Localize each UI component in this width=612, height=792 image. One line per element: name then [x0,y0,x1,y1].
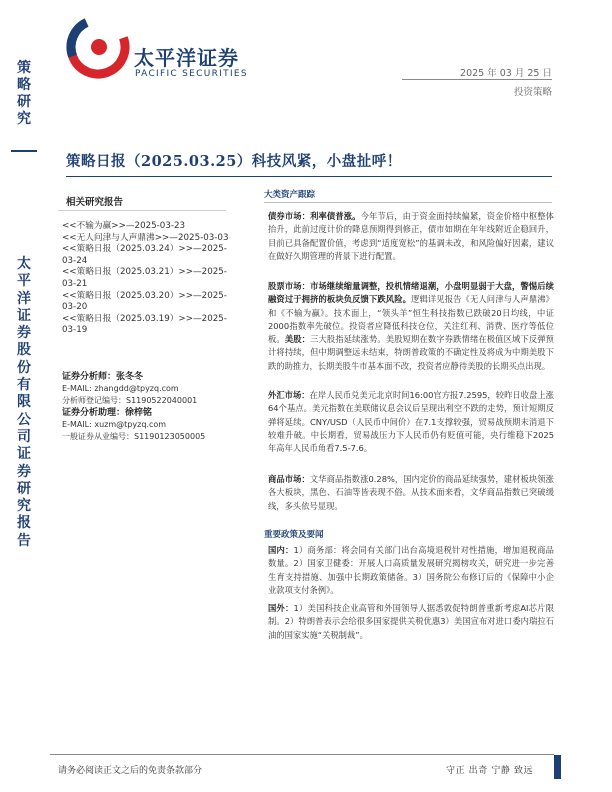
bond-label: 债券市场： [268,211,311,221]
related-report-item[interactable]: <<无人问津与人声鼎沸>>—2025-03-03 [62,232,229,243]
commodity-market-paragraph [268,473,554,513]
foreign-body: 1）美国科技企业高管和外国领导人据悉敦促特朗普重新考虑AI芯片限制。2）特朗普表示会给很多国家提供关税优惠3）美国宣布对进口委内瑞拉石油的国家实施“关税制裁”。 [268,603,554,640]
vertical-band-strategy: 策略研究 [17,60,31,127]
bond-body: 今年节后，由于资金面持续偏紧，资金价格中枢整体抬升，此前过度计价的降息预期得到修正，债市如期在年年线附近企稳回升，目前已具备配置价值，考虑到“适度宽松”的基调未改，和风险偏好因素，建议在做好久期管理的背景下进行配置。 [268,211,554,261]
domestic-news-paragraph [268,544,554,597]
related-heading-divider [58,210,226,211]
logo-english-name: PACIFIC SECURITIES [135,69,248,79]
report-date: 2025 年 03 月 25 日 [460,68,552,79]
section-tag-asset-tracking: 大类资产跟踪 [264,190,316,200]
assistant-email[interactable]: E-MAIL: xuzm@tpyzq.com [62,420,167,429]
fx-market-paragraph [268,389,554,455]
stock-body: 逻辑详见报告《无人问津与人声鼎沸》和《不输为赢》。技术面上，“领头羊”恒生科技指数已跌破20日均线，中证2000指数率先破位。投资者应降低科技仓位，关注红利、消费、医疗等低位板。 [268,294,554,345]
related-report-item[interactable]: <<策略日报（2025.03.20）>>—2025-03-20 [62,290,227,313]
vertical-band-divider [11,150,37,152]
domestic-body: 1）商务部：将会同有关部门出台高境退税针对性措施，增加退税商品数量。2）国家卫健委：开展人口高质量发展研究揭榜攻关，研究进一步完善生育支持措施、加强中长期政策储备。3）国务院公布修订后的《保障中小企业款项支付条例》。 [268,545,554,595]
related-report-item[interactable]: <<策略日报（2025.03.24）>>—2025-03-24 [62,244,227,266]
section-tag-policy-news: 重要政策及要闻 [264,530,324,540]
logo-chinese-name: 太平洋证券 [134,46,239,70]
analyst-role: 证券分析师： [62,372,117,382]
stock-market-paragraph [268,280,554,373]
assistant-role: 证券分析助理： [62,408,126,418]
related-report-item[interactable]: <<策略日报（2025.03.19）>>—2025-03-19 [62,313,227,336]
assistant-name: 徐梓铭 [125,408,153,418]
related-reports-list [62,221,232,337]
commodity-body: 文华商品指数涨0.28%，国内定价的商品延续强势，建材板块领涨各大板块，黑色、石油等皆表现不俗。从技术面来看，文华商品指数已突破缓线，多头依号显现。 [268,474,554,511]
stock-label: 股票市场： [268,281,311,291]
vertical-band-company: 太平洋证券股份有限公司证券研究报告 [17,256,31,549]
us-stock-body: 三大股指延续涨势。美股短期在数字券跌情绪在极值区域下反弹预计将持续，但中期调整远未结束，特朗普政策的不确定性及将成为中期美股下跌的助推力，长期美股牛市基本面不改，投资者应静待美股的长期买点出现。 [268,334,554,371]
assistant-cert: 一般证券从业编号：S1190123050005 [62,432,206,441]
us-stock-label: 美股： [284,334,311,345]
report-title: 策略日报（2025.03.25）科技风紧，小盘扯呼！ [66,153,402,170]
related-report-item[interactable]: <<策略日报（2025.03.21）>>—2025-03-21 [62,267,227,289]
bond-headline: 利率债普涨。 [310,211,361,221]
domestic-label: 国内： [268,545,294,555]
footer-accent-bar [554,755,561,779]
bond-market-paragraph [268,210,554,263]
related-report-item[interactable]: <<不输为赢>>—2025-03-23 [62,221,186,231]
pacific-securities-logo-icon [66,15,130,79]
commodity-label: 商品市场： [268,474,310,484]
report-category: 投资策略 [513,87,552,98]
stock-headline: 市场继续缩量调整，投机情绪退潮，小盘明显弱于大盘，警惕后续融资过于拥挤的板块负反馈下跌风险。 [268,281,554,305]
analyst-cert: 分析师登记编号：S1190522040001 [62,396,198,405]
fx-label: 外汇市场： [268,390,310,400]
footer-divider [50,754,554,755]
section-divider [264,202,552,203]
analyst-info [62,371,237,443]
footer-disclaimer: 请务必阅读正文之后的免责条款部分 [58,766,203,776]
footer-slogan: 守正 出奇 宁静 致远 [446,766,534,776]
header-divider [402,79,552,80]
foreign-label: 国外： [268,603,294,613]
analyst-email[interactable]: E-MAIL: zhangdd@tpyzq.com [62,384,179,393]
fx-body: 在岸人民币兑美元北京时间16:00官方报7.2595，较昨日收盘上涨64个基点。美元指数在美联储议息会议后呈现出利空不跌的走势，预计短期反弹将延续。CNY/USD（人民币中间价）在7.1支撑较强，贸易战预期未消退下较难升破。中长期看，贸易战压力下人民币仍有贬值可能，央行维稳下2025年高年人民币角看7.5-7.6。 [268,390,554,454]
title-divider [66,176,552,177]
foreign-news-paragraph [268,602,554,642]
related-reports-heading: 相关研究报告 [66,197,124,208]
analyst-name: 张冬冬 [116,372,144,382]
